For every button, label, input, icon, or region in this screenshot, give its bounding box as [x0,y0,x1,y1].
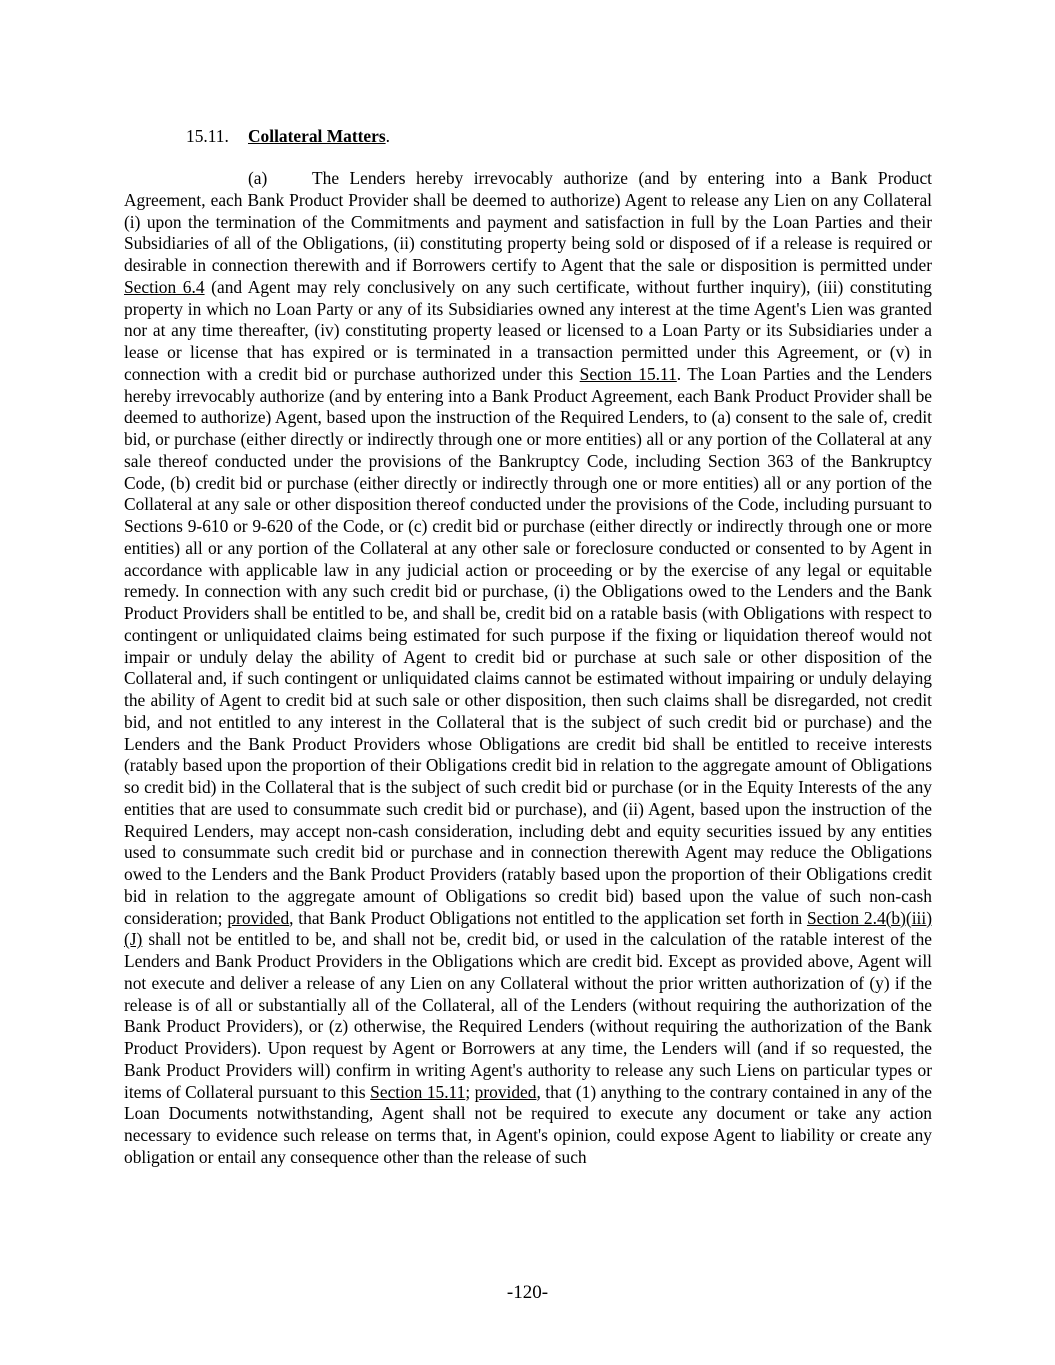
body-text-7: , that (1) anything to the contrary contained in any of the Loan Documents notwithstanding, Agent shall not be required to execute any document or take any action necessary to evidence such release on terms that, in Agent's opinion, could expose Agent to liability or create any obligation or entail any consequence other than the release of such [124,1081,933,1167]
section-body-paragraph [124,168,932,1169]
section-number: 15.11. [186,126,229,146]
page-number: -120- [506,1282,549,1303]
paragraph-label: (a) [248,168,268,188]
section-reference-15-11: Section 15.11 [579,363,677,384]
body-text-6: ; [465,1081,475,1102]
provided-term: provided [227,907,290,928]
paragraph-indent [124,168,312,190]
body-text-2: (and Agent may rely conclusively on any such certificate, without further inquiry), (iii) constituting property in which no Loan Party or any of its Subsidiaries owned any interest at the time Agent's Lien was granted nor at any time thereafter, (iv) constituting property leased or licensed to a Loan Party or its Subsidiaries under a lease or license that has expired or is terminated in a transaction permitted under this Agreement, or (v) in connection with a credit bid or purchase authorized under this [124,276,932,384]
section-title-period: . [385,126,390,146]
section-reference-2-4: Section 2.4(b)(iii)(J) [124,907,932,950]
section-heading [186,126,390,147]
section-reference-6-4: Section 6.4 [124,276,205,297]
body-text-4: , that Bank Product Obligations not entitled to the application set forth in [289,907,807,928]
provided-term-second: provided [474,1081,537,1102]
section-title: Collateral Matters [248,126,386,146]
body-text-3: . The Loan Parties and the Lenders hereby irrevocably authorize (and by entering into a Bank Product Agreement, each Bank Product Provider shall be deemed to authorize) Agent, based upon the instruction of the Required Lenders, to (a) consent to the sale of, credit bid, or purchase (either directly or indirectly through one or more entities) all or any portion of the Collateral at any sale thereof conducted under the provisions of the Bankruptcy Code, including Section 363 of the Bankruptcy Code, (b) credit bid or purchase (either directly or indirectly through one or more entities) all or any portion of the Collateral at any sale or other disposition thereof conducted under the provisions of the Code, including pursuant to Sections 9-610 or 9-620 of the Code, or (c) credit bid or purchase (either directly or indirectly through one or more entities) all or any portion of the Collateral at any other sale or foreclosure conducted or consented to by Agent in accordance with applicable law in any judicial action or proceeding or by the exercise of any legal or equitable remedy. In connection with any such credit bid or purchase, (i) the Obligations owed to the Lenders and the Bank Product Providers shall be entitled to be, and shall be, credit bid on a ratable basis (with Obligations with respect to contingent or unliquidated claims being estimated for such purpose if the fixing or liquidation thereof would not impair or unduly delay the ability of Agent to credit bid or purchase at such sale or other disposition of the Collateral and, if such contingent or unliquidated claims cannot be estimated without impairing or unduly delaying the ability of Agent to credit bid at such sale or other disposition, then such claims shall be disregarded, not credit bid, and not entitled to any interest in the Collateral that is the subject of such credit bid or purchase) and the Lenders and the Bank Product Providers whose Obligations are credit bid shall be entitled to receive interests (ratably based upon the proportion of their Obligations credit bid in relation to the aggregate amount of Obligations so credit bid) in the Collateral that is the subject of such credit bid or purchase (or in the Equity Interests of the any entities that are used to consummate such credit bid or purchase), and (ii) Agent, based upon the instruction of the Required Lenders, may accept non-cash consideration, including debt and equity securities issued by any entities used to consummate such credit bid or purchase and in connection therewith Agent may reduce the Obligations owed to the Lenders and the Bank Product Providers (ratably based upon the proportion of their Obligations credit bid in relation to the aggregate amount of Obligations so credit bid) based upon the value of such non-cash consideration; [124,363,932,928]
body-text-1: The Lenders hereby irrevocably authorize (and by entering into a Bank Product Agreement, each Bank Product Provider shall be deemed to authorize) Agent to release any Lien on any Collateral (i) upon the termination of the Commitments and payment and satisfaction in full by the Loan Parties and their Subsidiaries of all of the Obligations, (ii) constituting property being sold or disposed of if a release is required or desirable in connection therewith and if Borrowers certify to Agent that the sale or disposition is permitted under [124,168,932,275]
section-reference-15-11-second: Section 15.11 [370,1081,466,1102]
body-text-5: shall not be entitled to be, and shall not be, credit bid, or used in the calculation of the ratable interest of the Lenders and Bank Product Providers in the Obligations which are credit bid. Except as provided above, Agent will not execute and deliver a release of any Lien on any Collateral without the prior written authorization of (y) if the release is of all or substantially all of the Collateral, all of the Lenders (without requiring the authorization of the Bank Product Providers), or (z) otherwise, the Required Lenders (without requiring the authorization of the Bank Product Providers). Upon request by Agent or Borrowers at any time, the Lenders will (and if so requested, the Bank Product Providers will) confirm in writing Agent's authority to release any such Liens on particular types or items of Collateral pursuant to this [124,929,932,1102]
